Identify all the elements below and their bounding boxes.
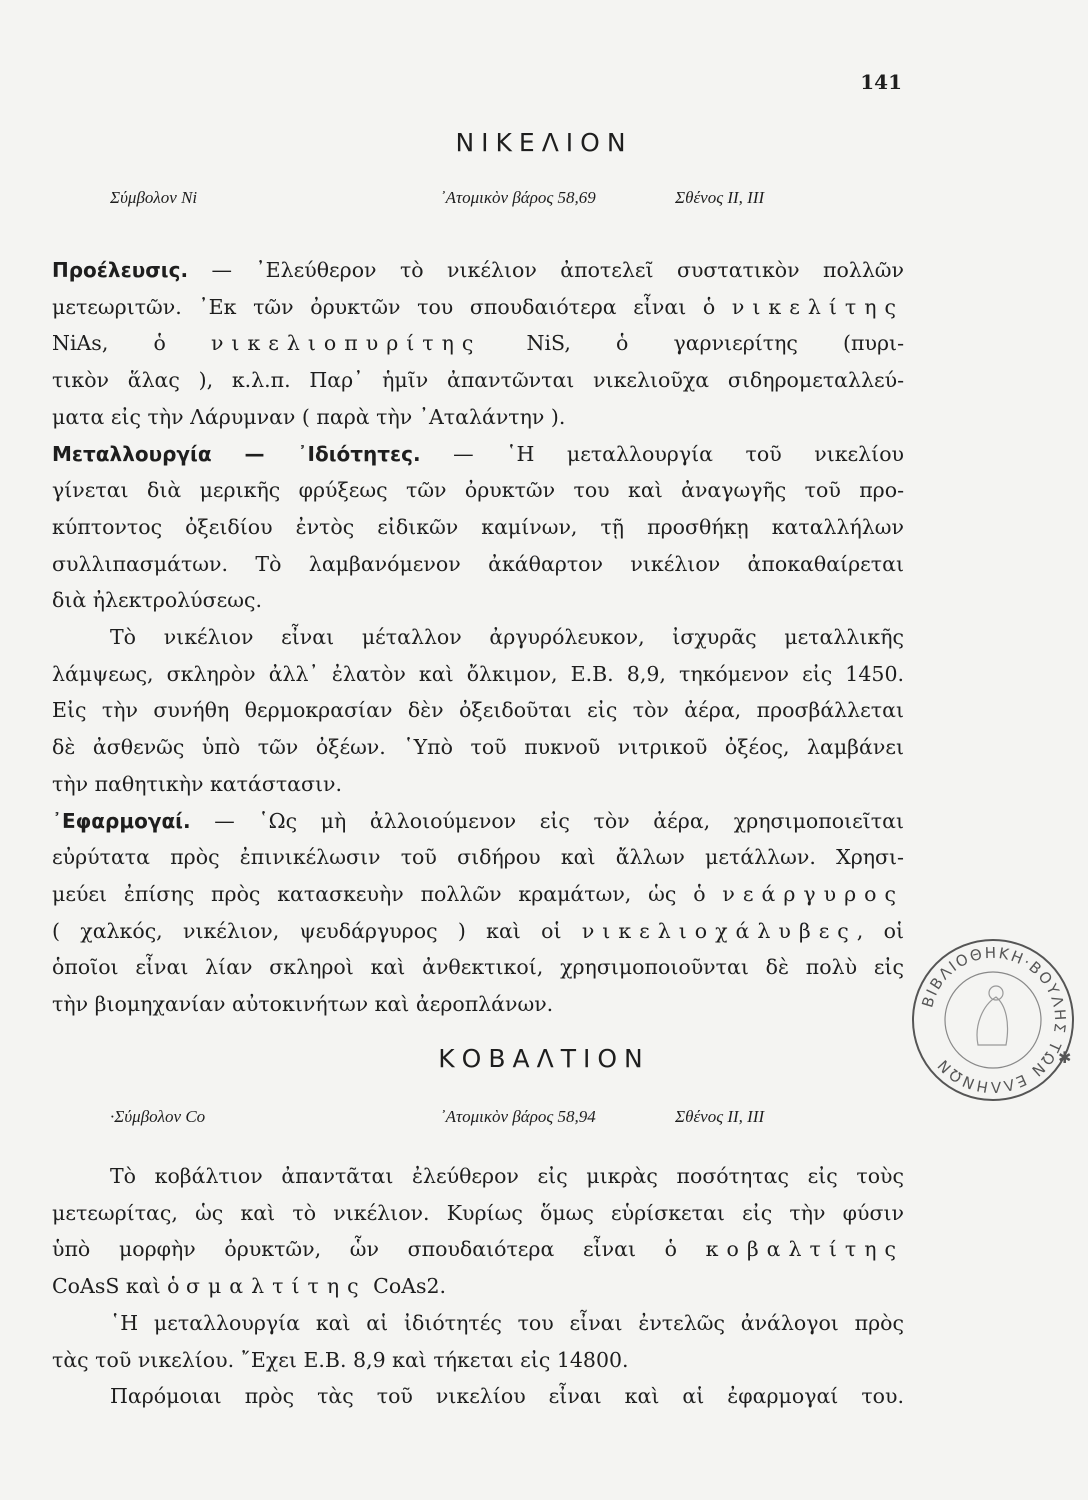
page-number: 141: [860, 70, 902, 94]
nickel-text-line: [52, 917, 904, 945]
cobalt-text-line: [110, 1162, 904, 1190]
nickel-text-line: [52, 293, 904, 321]
nickel-paragraph-heading: ᾿Εφαρμογαί.: [52, 808, 191, 833]
cobalt-line-text: CoAsS καὶ ὁ: [52, 1274, 186, 1299]
nickel-line-text: κύπτοντος ὀξειδίου ἐντὸς εἰδικῶν καμίνων, τῇ προσθήκῃ καταλλήλων: [52, 514, 904, 539]
svg-text:ΒΙΒΛΙΟΘΗΚΗ·ΒΟΥΛΗΣ ΤΩΝ ΕΛΛΗΝΩΝ: ΒΙΒΛΙΟΘΗΚΗ·ΒΟΥΛΗΣ ΤΩΝ ΕΛΛΗΝΩΝ: [918, 943, 1070, 1097]
nickel-text-line: [52, 807, 904, 835]
cobalt-line-text: μετεωρίτας, ὡς καὶ τὸ νικέλιον. Κυρίως ὅμως εὑρίσκεται εἰς τὴν φύσιν: [52, 1200, 904, 1225]
nickel-line-text: γίνεται διὰ μερικῆς φρύξεως τῶν ὀρυκτῶν του καὶ ἀναγωγῆς τοῦ προ-: [52, 478, 904, 503]
cobalt-line-tail: CoAs2.: [366, 1274, 447, 1299]
nickel-line-text: μεύει ἐπίσης πρὸς κατασκευὴν πολλῶν κραμάτων, ὡς ὁ: [52, 881, 723, 906]
nickel-line-text: — ῾Ως μὴ ἀλλοιούμενον εἰς τὸν ἀέρα, χρησιμοποιεῖται: [190, 808, 904, 833]
nickel-line-text: μετεωριτῶν. ᾿Εκ τῶν ὀρυκτῶν του σπουδαιότερα εἶναι ὁ: [52, 294, 732, 319]
nickel-text-line: [52, 440, 904, 468]
nickel-text-line: [52, 733, 904, 761]
nickel-text-line: [52, 329, 904, 357]
nickel-valence: Σθένος II, III: [675, 188, 765, 207]
nickel-text-line: [52, 990, 904, 1018]
nickel-line-text: ὁποῖοι εἶναι λίαν σκληροὶ καὶ ἀνθεκτικοί, χρησιμοποιοῦνται δὲ πολὺ εἰς: [52, 955, 904, 980]
cobalt-line-text: Τὸ κοβάλτιον ἀπαντᾶται ἐλεύθερον εἰς μικρὰς ποσότητας εἰς τοὺς: [110, 1164, 904, 1188]
nickel-line-text: ( χαλκός, νικέλιον, ψευδάργυρος ) καὶ οἱ: [52, 918, 582, 943]
nickel-line-text: — ῾Η μεταλλουργία τοῦ νικελίου: [420, 441, 904, 466]
nickel-line-text: Τὸ νικέλιον εἶναι μέταλλον ἀργυρόλευκον, ἰσχυρᾶς μεταλλικῆς: [110, 625, 904, 649]
nickel-symbol: Σύμβολον Ni: [110, 188, 198, 207]
cobalt-text-line: [110, 1309, 904, 1337]
cobalt-line-text: Παρόμοιαι πρὸς τὰς τοῦ νικελίου εἶναι καὶ αἱ ἐφαρμογαί του.: [110, 1384, 904, 1409]
nickel-text-line: [110, 623, 904, 651]
nickel-text-line: [52, 366, 904, 394]
nickel-line-text: Εἰς τὴν συνήθη θερμοκρασίαν δὲν ὀξειδοῦται εἰς τὸν ἀέρα, προσβάλλεται: [52, 698, 904, 723]
nickel-section-title: ΝΙΚΕΛΙΟΝ: [455, 128, 633, 157]
svg-text:✱: ✱: [1058, 1048, 1072, 1067]
nickel-line-text: λάμψεως, σκληρὸν ἀλλ᾿ ἐλατὸν καὶ ὄλκιμον, Ε.Β. 8,9, τηκόμενον εἰς 1450.: [52, 661, 904, 686]
cobalt-text-line: [110, 1382, 904, 1410]
nickel-paragraph-heading: Προέλευσις.: [52, 258, 189, 282]
cobalt-line-text: ὑπὸ μορφὴν ὀρυκτῶν, ὧν σπουδαιότερα εἶναι ὁ: [52, 1237, 706, 1262]
nickel-text-line: [52, 696, 904, 724]
cobalt-spaced-term: σμαλτίτης: [185, 1274, 367, 1299]
nickel-line-text: — ᾿Ελεύθερον τὸ νικέλιον ἀποτελεῖ συστατικὸν πολλῶν: [188, 258, 904, 282]
nickel-text-line: [52, 660, 904, 688]
nickel-text-line: [52, 550, 904, 578]
cobalt-line-text: ῾Η μεταλλουργία καὶ αἱ ἰδιότητές του εἶναι ἐντελῶς ἀνάλογοι πρὸς: [110, 1310, 904, 1335]
cobalt-text-line: [52, 1199, 904, 1227]
cobalt-spaced-term: κοβαλτίτης: [705, 1237, 904, 1262]
nickel-spaced-term: νεάργυρος: [722, 881, 904, 906]
nickel-text-line: [52, 586, 904, 614]
cobalt-atomic-weight: ᾿Ατομικὸν βάρος 58,94: [440, 1107, 596, 1126]
nickel-spaced-term: νικελιοπυρίτης: [210, 331, 482, 356]
nickel-spaced-term: νικελιοχάλυβες: [581, 918, 857, 943]
nickel-line-tail: , οἱ: [856, 918, 904, 943]
nickel-text-line: [52, 843, 904, 871]
nickel-atomic-weight: ᾿Ατομικὸν βάρος 58,69: [440, 188, 596, 207]
cobalt-text-line: [52, 1235, 904, 1263]
nickel-text-line: [52, 880, 904, 908]
nickel-text-line: [52, 513, 904, 541]
cobalt-text-line: [52, 1272, 904, 1300]
nickel-line-text: τὴν βιομηχανίαν αὐτοκινήτων καὶ ἀεροπλάνων.: [52, 992, 554, 1016]
nickel-paragraph-heading: Μεταλλουργία — ᾿Ιδιότητες.: [52, 441, 421, 466]
cobalt-text-line: [52, 1346, 904, 1374]
cobalt-line-text: τὰς τοῦ νικελίου. ῎Εχει Ε.Β. 8,9 καὶ τήκεται εἰς 14800.: [52, 1347, 629, 1372]
nickel-line-text: NiAs, ὁ: [52, 331, 211, 356]
cobalt-valence: Σθένος II, III: [675, 1107, 765, 1126]
library-stamp-seal: [908, 935, 1078, 1105]
nickel-text-line: [52, 953, 904, 981]
cobalt-symbol: ·Σύμβολον Co: [110, 1107, 206, 1126]
nickel-spaced-term: νικελίτης: [731, 294, 904, 319]
nickel-text-line: [52, 403, 904, 431]
nickel-text-line: [52, 476, 904, 504]
nickel-line-text: ματα εἰς τὴν Λάρυμναν ( παρὰ τὴν ᾿Αταλάντην ).: [52, 404, 566, 429]
nickel-line-text: τὴν παθητικὴν κατάστασιν.: [52, 771, 343, 796]
nickel-line-text: εὐρύτατα πρὸς ἐπινικέλωσιν τοῦ σιδήρου καὶ ἄλλων μετάλλων. Χρησι-: [52, 845, 904, 870]
nickel-line-text: συλλιπασμάτων. Τὸ λαμβανόμενον ἀκάθαρτον νικέλιον ἀποκαθαίρεται: [52, 551, 904, 576]
library-stamp: [908, 935, 1078, 1105]
nickel-text-line: [52, 256, 904, 284]
nickel-line-text: τικὸν ἅλας ), κ.λ.π. Παρ᾿ ἡμῖν ἀπαντῶνται νικελιοῦχα σιδηρομεταλλεύ-: [52, 368, 904, 393]
nickel-line-text: διὰ ἠλεκτρολύσεως.: [52, 588, 262, 613]
nickel-line-tail: NiS, ὁ γαρνιερίτης (πυρι-: [481, 331, 904, 356]
nickel-text-line: [52, 770, 904, 798]
nickel-line-text: δὲ ἀσθενῶς ὑπὸ τῶν ὀξέων. ῾Υπὸ τοῦ πυκνοῦ νιτρικοῦ ὀξέος, λαμβάνει: [52, 735, 904, 760]
cobalt-section-title: ΚΟΒΑΛΤΙΟΝ: [438, 1044, 650, 1073]
